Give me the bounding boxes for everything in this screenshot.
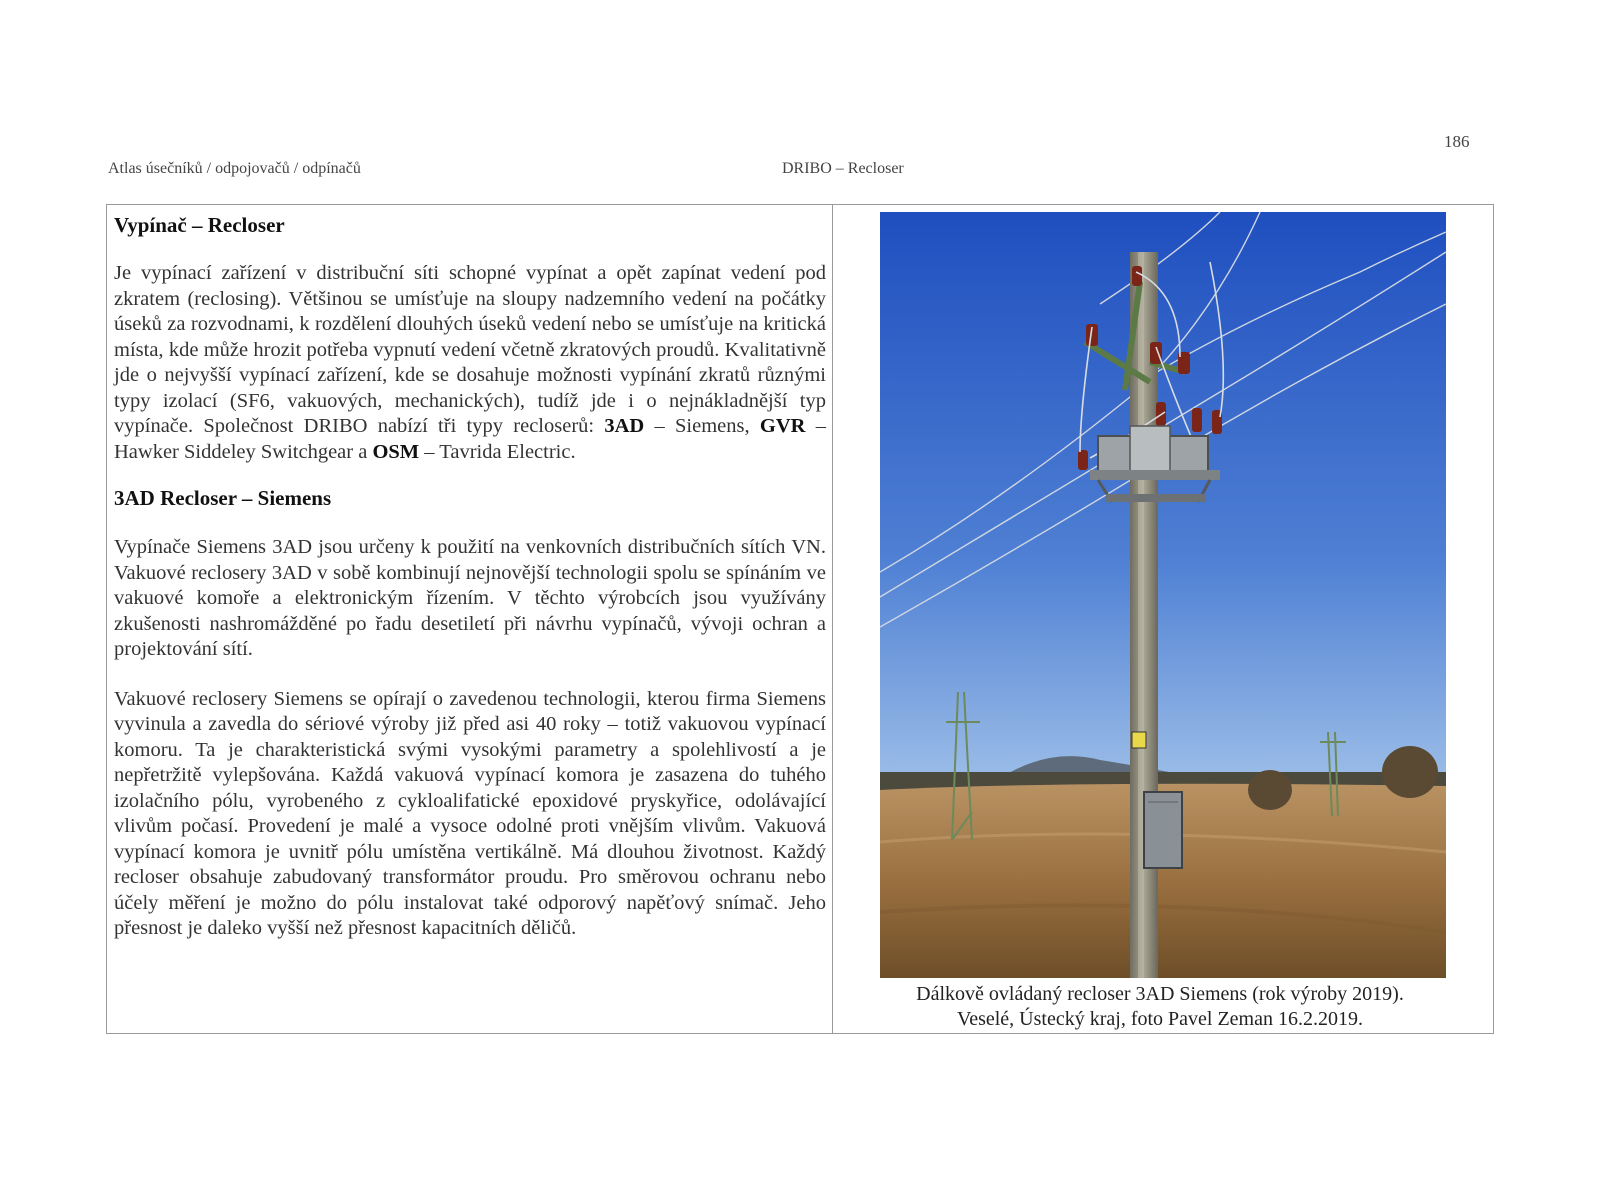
intro-text: Je vypínací zařízení v distribuční síti schopné vypínat a opět zapínat vedení pod zkratem (reclosing). Většinou se umísťuje na sloupy nadzemního vedení na počátky úseků za rozvodnami, k rozdělení dlouhých úseků vedení nebo se umísťuje na kritická místa, kde může hrozit potřeba vypnutí vedení včetně zkratových proudů. Kvalitativně jde o nejvyšší vypínací zařízení, kde se dosahuje možnosti vypínání zkratů různými typy izolací (SF6, vakuových, mechanických), tudíž jde i o nejnákladnější typ vypínače. Společnost DRIBO nabízí tři typy recloserů: <box>114 262 826 437</box>
caption-line-2: Veselé, Ústecký kraj, foto Pavel Zeman 16.2.2019. <box>956 1008 1363 1030</box>
paragraph-3ad-usage: Vypínače Siemens 3AD jsou určeny k použití na venkovních distribučních sítích VN. Vakuové reclosery 3AD v sobě kombinují nejnovější technologii spolu se spínáním ve vakuové komoře a elektronickým řízením. V těchto výrobcích jsou využívány zkušenosti nashromážděné po řadu desetiletí při návrhu vypínačů, vývoji ochran a projektování sítí. <box>114 536 826 660</box>
text-column <box>114 212 826 942</box>
intro-paragraph <box>114 261 826 465</box>
running-header-title: Atlas úsečníků / odpojovačů / odpínačů <box>108 160 361 177</box>
recloser-photo <box>880 212 1446 978</box>
caption-line-1: Dálkově ovládaný recloser 3AD Siemens (rok výroby 2019). <box>916 983 1404 1005</box>
intro-sep-2: – Hawker Siddeley Switchgear a <box>114 415 826 463</box>
intro-sep-1: – Siemens, <box>644 415 760 437</box>
paragraph-vacuum-technology: Vakuové reclosery Siemens se opírají o zavedenou technologii, kterou firma Siemens vyvinula a zavedla do sériové výroby již před asi 40 roky – totiž vakuovou vypínací komoru. Ta je charakteristická svými vysokými parametry a spolehlivostí a je nepřetržitě vylepšována. Každá vakuová vypínací komora je zasazena do tuhého izolačního pólu, vyrobeného z cykloalifatické epoxidové pryskyřice, odolávající vlivům počasí. Provedení je malé a vysoce odolné proti vnějším vlivům. Vakuová vypínací komora je uvnitř pólu umístěna vertikálně. Má dlouhou životnost. Každý recloser obsahuje zabudovaný transformátor proudu. Pro směrovou ochranu nebo účely měření je možno do pólu instalovat také odporový napěťový snímač. Jeho přesnost je daleko vyšší než přesnost kapacitních děličů. <box>114 687 826 939</box>
control-cabinet <box>1144 792 1182 868</box>
section-heading-recloser: Vypínač – Recloser <box>114 213 285 237</box>
page-number: 186 <box>1444 132 1470 151</box>
brand-osm: OSM <box>372 440 420 463</box>
running-header-section: DRIBO – Recloser <box>782 160 904 177</box>
photo-caption <box>842 982 1478 1032</box>
brand-3ad: 3AD <box>604 415 645 437</box>
intro-sep-3: – Tavrida Electric. <box>419 440 576 463</box>
section-heading-3ad: 3AD Recloser – Siemens <box>114 486 332 510</box>
column-divider <box>832 204 833 1034</box>
brand-gvr: GVR <box>759 415 806 437</box>
warning-sign <box>1132 732 1146 748</box>
